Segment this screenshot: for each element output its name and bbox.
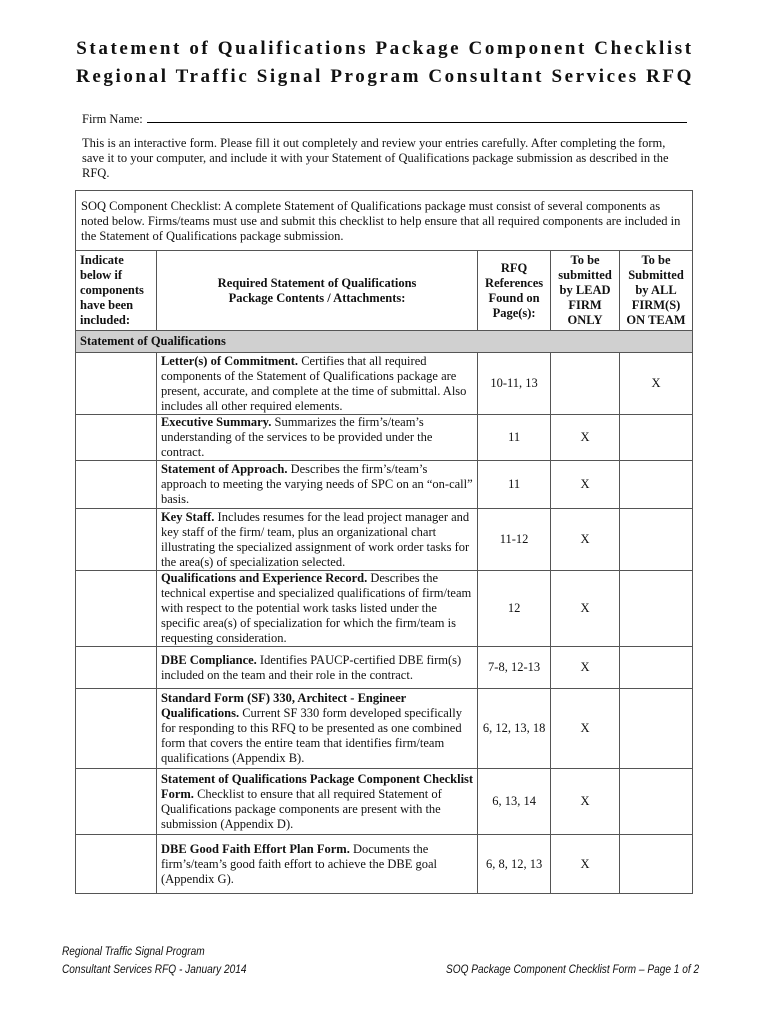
component-title: Executive Summary.: [160, 415, 272, 429]
rfq-pages: 11-12: [478, 509, 551, 571]
table-row: [76, 769, 693, 835]
lead-firm-mark: X: [551, 461, 620, 509]
included-checkbox-cell[interactable]: [76, 415, 157, 461]
component-title: Statement of Approach.: [160, 462, 288, 476]
footer-left: [62, 943, 246, 979]
intro-text: This is an interactive form. Please fill it out completely and review your entries carefully. After completing the form, save it to your computer, and include it with your Statement of Qualifications package submission as described in the RFQ.: [82, 136, 669, 180]
included-checkbox-cell[interactable]: [76, 769, 157, 835]
title-line-1: Statement of Qualifications Package Component Checklist: [76, 38, 694, 59]
rfq-pages: 6, 13, 14: [478, 769, 551, 835]
table-row: [76, 689, 693, 769]
all-firms-mark: [620, 571, 693, 647]
header-indicate: Indicate below if components have been included:: [76, 251, 157, 331]
component-title: Letter(s) of Commitment.: [160, 353, 299, 368]
section-header: Statement of Qualifications: [76, 331, 693, 353]
component-title: DBE Good Faith Effort Plan Form.: [160, 841, 350, 856]
all-firms-mark: [620, 647, 693, 689]
table-row: [76, 509, 693, 571]
component-title: Qualifications and Experience Record.: [160, 571, 368, 585]
lead-firm-mark: X: [551, 835, 620, 894]
included-checkbox-cell[interactable]: [76, 571, 157, 647]
checklist-intro: SOQ Component Checklist: A complete Statement of Qualifications package must consist of several components as noted below. Firms/teams must use and submit this checklist to help ensure that all required components are included in the Statement of Qualifications package submission.: [76, 191, 693, 251]
component-description: [156, 571, 477, 647]
firm-name-row: [82, 110, 687, 127]
firm-name-label: Firm Name:: [82, 112, 143, 126]
component-description: [156, 509, 477, 571]
rfq-pages: 10-11, 13: [478, 353, 551, 415]
header-all: To be Submitted by ALL FIRM(S) ON TEAM: [620, 251, 693, 331]
all-firms-mark: [620, 835, 693, 894]
included-checkbox-cell[interactable]: [76, 353, 157, 415]
rfq-pages: 6, 12, 13, 18: [478, 689, 551, 769]
footer-rfq-date: Consultant Services RFQ - January 2014: [62, 964, 247, 976]
included-checkbox-cell[interactable]: [76, 509, 157, 571]
component-title: Key Staff.: [160, 509, 215, 524]
table-row: [76, 571, 693, 647]
lead-firm-mark: X: [551, 571, 620, 647]
table-row: [76, 835, 693, 894]
lead-firm-mark: X: [551, 509, 620, 571]
included-checkbox-cell[interactable]: [76, 689, 157, 769]
component-title: DBE Compliance.: [160, 652, 257, 667]
all-firms-mark: [620, 461, 693, 509]
table-row: [76, 647, 693, 689]
firm-name-field[interactable]: [147, 110, 687, 123]
footer-page: SOQ Package Component Checklist Form – Page 1 of 2: [446, 964, 700, 976]
component-description: [156, 647, 477, 689]
header-rfq: RFQ References Found on Page(s):: [478, 251, 551, 331]
title-line-2: Regional Traffic Signal Program Consultant Services RFQ: [76, 66, 694, 87]
lead-firm-mark: X: [551, 647, 620, 689]
rfq-pages: 12: [478, 571, 551, 647]
rfq-pages: 7-8, 12-13: [478, 647, 551, 689]
component-text: Checklist to ensure that all required Statement of Qualifications package components are present with the submission (Appendix D).: [160, 786, 442, 831]
header-contents: Required Statement of Qualifications Package Contents / Attachments:: [156, 251, 477, 331]
lead-firm-mark: X: [551, 415, 620, 461]
component-text: Certifies that all required components of the Statement of Qualifications package are present, accurate, and complete at the time of submittal. Also includes all other required elements.: [160, 353, 467, 413]
included-checkbox-cell[interactable]: [76, 647, 157, 689]
component-text: Identifies PAUCP-certified DBE firm(s) included on the team and their role in the contract.: [160, 652, 462, 682]
checklist-table: [75, 190, 693, 894]
component-description: [156, 461, 477, 509]
lead-firm-mark: X: [551, 689, 620, 769]
component-text: Includes resumes for the lead project manager and key staff of the firm/ team, plus an organizational chart illustrating the specialized assignment of work order tasks for the area(s) of specialization selected.: [160, 509, 470, 569]
component-text: Describes the firm’s/team’s approach to meeting the varying needs of SPC on an “on-call” basis.: [160, 462, 473, 506]
rfq-pages: 11: [478, 461, 551, 509]
component-description: [156, 415, 477, 461]
all-firms-mark: [620, 769, 693, 835]
header-lead: To be submitted by LEAD FIRM ONLY: [551, 251, 620, 331]
component-text: Documents the firm’s/team’s good faith effort to achieve the DBE goal (Appendix G).: [160, 841, 438, 886]
included-checkbox-cell[interactable]: [76, 835, 157, 894]
component-description: [156, 769, 477, 835]
component-title: Statement of Qualifications Package Component Checklist Form.: [160, 771, 474, 801]
all-firms-mark: X: [620, 353, 693, 415]
all-firms-mark: [620, 415, 693, 461]
component-text: Summarizes the firm’s/team’s understanding of the services to be provided under the contract.: [160, 415, 433, 459]
component-title: Standard Form (SF) 330, Architect - Engineer Qualifications.: [160, 691, 406, 720]
table-row: [76, 353, 693, 415]
all-firms-mark: [620, 689, 693, 769]
lead-firm-mark: X: [551, 769, 620, 835]
component-description: [156, 689, 477, 769]
table-row: [76, 461, 693, 509]
table-row: [76, 415, 693, 461]
component-text: Current SF 330 form developed specifically for responding to this RFQ to be presented as one combined form that covers the entire team that identifies firm/team qualifications (Appendix B).: [160, 706, 462, 765]
included-checkbox-cell[interactable]: [76, 461, 157, 509]
component-description: [156, 353, 477, 415]
footer-program: Regional Traffic Signal Program: [62, 946, 205, 958]
component-text: Describes the technical expertise and specialized qualifications of firm/team with respect to the potential work tasks listed under the specific area(s) of specialization for which the firm/team is requesting consideration.: [160, 571, 472, 645]
rfq-pages: 6, 8, 12, 13: [478, 835, 551, 894]
component-description: [156, 835, 477, 894]
lead-firm-mark: [551, 353, 620, 415]
rfq-pages: 11: [478, 415, 551, 461]
all-firms-mark: [620, 509, 693, 571]
